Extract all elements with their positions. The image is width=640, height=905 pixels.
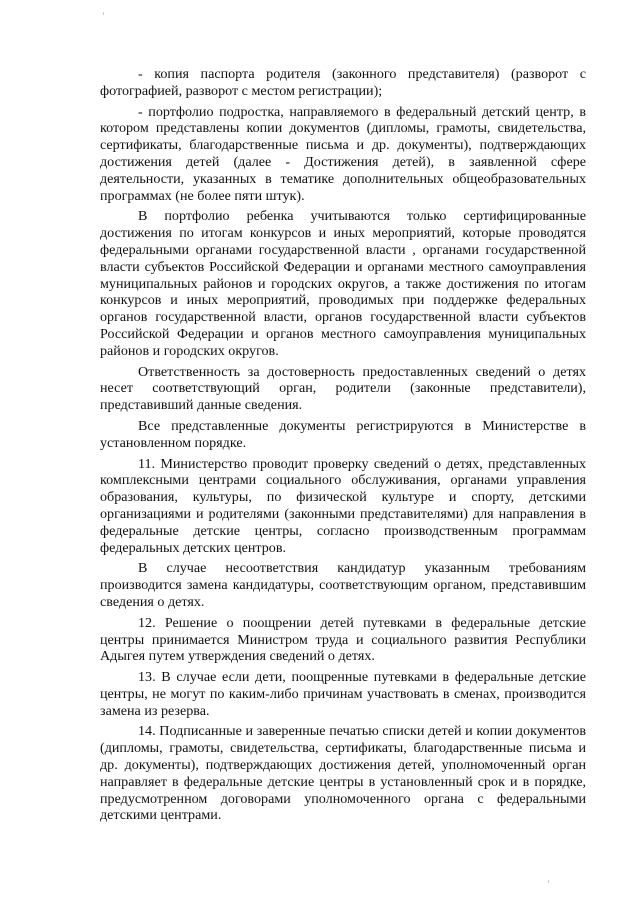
scan-speck <box>548 880 549 883</box>
paragraph-item-13: 13. В случае если дети, поощренные путевками в федеральные детские центры, не могут по каким-либо причинам участвовать в сменах, производится замена из резерва. <box>100 669 586 719</box>
paragraph-registration: Все представленные документы регистрируются в Министерстве в установленном порядке. <box>100 417 586 451</box>
paragraph-certified-achievements: В портфолио ребенка учитываются только сертифицированные достижения по итогам конкурсов и иных мероприятий, которые проводятся федеральными органами государственной власти , органами государственной власти субъектов Российской Федерации и органами местного самоуправления муниципальных районов и городских округов, а также достижения по итогам конкурсов и иных мероприятий, проводимых при поддержке федеральных органов государственной власти, органов государственной власти субъектов Российской Федерации и органов местного самоуправления муниципальных районов и городских округов. <box>100 208 586 359</box>
scan-speck <box>103 12 104 15</box>
document-body <box>100 66 586 824</box>
paragraph-responsibility: Ответственность за достоверность предоставленных сведений о детях несет соответствующий орган, родители (законные представители), представивший данные сведения. <box>100 363 586 414</box>
paragraph-replacement: В случае несоответствия кандидатур указанным требованиям производится замена кандидатуры, соответствующим органом, представившим сведения о детях. <box>100 560 586 610</box>
paragraph-item-14: 14. Подписанные и заверенные печатью списки детей и копии документов (дипломы, грамоты, свидетельства, сертификаты, благодарственные письма и др. документы), подтверждающих достижения детей, уполномоченный орган направляет в федеральные детские центры в установленный срок и в порядке, предусмотренном договорами уполномоченного органа с федеральными детскими центрами. <box>100 723 586 824</box>
paragraph-item-12: 12. Решение о поощрении детей путевками в федеральные детские центры принимается Министром труда и социального развития Республики Адыгея путем утверждения сведений о детях. <box>100 614 586 665</box>
paragraph-passport-copy: - копия паспорта родителя (законного представителя) (разворот с фотографией, разворот с местом регистрации); <box>100 66 586 99</box>
paragraph-portfolio: - портфолио подростка, направляемого в федеральный детский центр, в котором представлены копии документов (дипломы, грамоты, свидетельства, сертификаты, благодарственные письма и др. документы), подтверждающих достижения детей (далее - Достижения детей), в заявленной сфере деятельности, указанных в тематике дополнительных общеобразовательных программах (не более пяти штук). <box>100 103 586 204</box>
paragraph-item-11: 11. Министерство проводит проверку сведений о детях, представленных комплексными центрами социального обслуживания, органами управления образования, культуры, по физической культуре и спорту, детскими организациями и родителями (законными представителями) для направления в федеральные детские центры, согласно производственным программам федеральных детских центров. <box>100 455 586 556</box>
